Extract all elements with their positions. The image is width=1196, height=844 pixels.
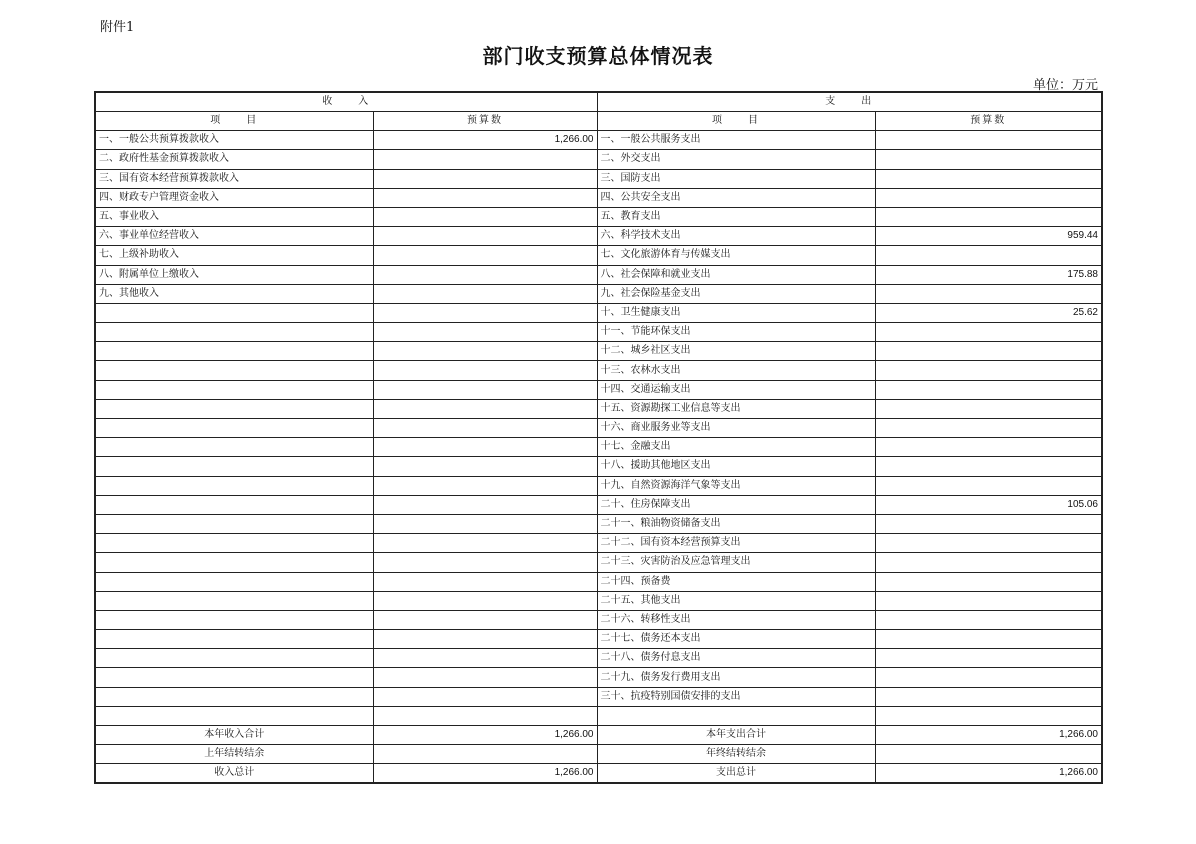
income-budget-cell (373, 323, 597, 342)
income-budget-cell (373, 399, 597, 418)
income-budget-cell (373, 649, 597, 668)
income-item-cell: 八、附属单位上缴收入 (95, 265, 373, 284)
income-budget-cell (373, 668, 597, 687)
expense-item-cell: 十二、城乡社区支出 (597, 342, 875, 361)
income-budget-cell (373, 514, 597, 533)
income-item-cell (95, 361, 373, 380)
expense-item-cell: 七、文化旅游体育与传媒支出 (597, 246, 875, 265)
summary-row (95, 764, 1102, 784)
expense-item-cell: 二十四、预备费 (597, 572, 875, 591)
income-item-cell (95, 399, 373, 418)
expense-item-cell: 八、社会保障和就业支出 (597, 265, 875, 284)
table-row (95, 380, 1102, 399)
expense-budget-cell (875, 706, 1102, 725)
income-item-cell (95, 514, 373, 533)
table-row (95, 207, 1102, 226)
summary-income-label: 本年收入合计 (95, 726, 373, 745)
expense-budget-cell (875, 572, 1102, 591)
income-budget-cell (373, 630, 597, 649)
income-item-cell (95, 342, 373, 361)
income-item-cell: 七、上级补助收入 (95, 246, 373, 265)
expense-item-cell: 十、卫生健康支出 (597, 303, 875, 322)
table-row (95, 361, 1102, 380)
table-row (95, 169, 1102, 188)
summary-expense-label: 本年支出合计 (597, 726, 875, 745)
summary-expense-label: 支出总计 (597, 764, 875, 784)
table-row (95, 399, 1102, 418)
income-item-cell (95, 610, 373, 629)
page-title: 部门收支预算总体情况表 (482, 44, 714, 68)
expense-item-cell: 三十、抗疫特别国债安排的支出 (597, 687, 875, 706)
income-budget-cell (373, 534, 597, 553)
table-row (95, 457, 1102, 476)
expense-item-cell: 二十、住房保障支出 (597, 495, 875, 514)
income-budget-cell: 1,266.00 (373, 131, 597, 150)
income-item-cell (95, 476, 373, 495)
income-item-cell (95, 630, 373, 649)
income-item-cell (95, 323, 373, 342)
expense-budget-cell (875, 649, 1102, 668)
income-budget-cell (373, 246, 597, 265)
attachment-label: 附件1 (100, 20, 135, 35)
expense-budget-cell (875, 323, 1102, 342)
income-budget-cell (373, 476, 597, 495)
summary-income-label: 收入总计 (95, 764, 373, 784)
expense-item-cell: 二、外交支出 (597, 150, 875, 169)
table-row (95, 668, 1102, 687)
income-item-cell: 四、财政专户管理资金收入 (95, 188, 373, 207)
table-row (95, 150, 1102, 169)
table-row (95, 419, 1102, 438)
expense-budget-cell (875, 457, 1102, 476)
expense-budget-cell (875, 246, 1102, 265)
expense-item-cell: 十八、援助其他地区支出 (597, 457, 875, 476)
expense-item-cell: 九、社会保险基金支出 (597, 284, 875, 303)
expense-item-cell: 二十八、债务付息支出 (597, 649, 875, 668)
income-budget-cell (373, 687, 597, 706)
table-row (95, 553, 1102, 572)
income-budget-cell (373, 207, 597, 226)
income-item-cell: 二、政府性基金预算拨款收入 (95, 150, 373, 169)
table-row (95, 476, 1102, 495)
income-budget-cell (373, 610, 597, 629)
table-row (95, 246, 1102, 265)
summary-expense-label: 年终结转结余 (597, 745, 875, 764)
expense-budget-cell (875, 188, 1102, 207)
expense-budget-cell (875, 380, 1102, 399)
expense-budget-cell (875, 476, 1102, 495)
income-item-header: 项 目 (95, 112, 373, 131)
income-budget-cell (373, 419, 597, 438)
table-row (95, 303, 1102, 322)
expense-item-cell: 一、一般公共服务支出 (597, 131, 875, 150)
expense-budget-cell (875, 342, 1102, 361)
income-budget-cell (373, 150, 597, 169)
summary-income-label: 上年结转结余 (95, 745, 373, 764)
income-budget-cell (373, 457, 597, 476)
income-item-cell: 一、一般公共预算拨款收入 (95, 131, 373, 150)
income-budget-cell (373, 265, 597, 284)
expense-item-cell: 十一、节能环保支出 (597, 323, 875, 342)
income-item-cell (95, 419, 373, 438)
expense-budget-cell (875, 687, 1102, 706)
income-budget-cell (373, 303, 597, 322)
unit-label: 单位：万元 (1032, 78, 1098, 93)
expense-item-cell: 十七、金融支出 (597, 438, 875, 457)
expense-item-cell: 二十三、灾害防治及应急管理支出 (597, 553, 875, 572)
table-row (95, 591, 1102, 610)
table-row (95, 630, 1102, 649)
table-row (95, 534, 1102, 553)
expense-item-cell: 四、公共安全支出 (597, 188, 875, 207)
income-item-cell (95, 495, 373, 514)
expense-budget-cell (875, 169, 1102, 188)
expense-item-cell: 二十九、债务发行费用支出 (597, 668, 875, 687)
table-row (95, 227, 1102, 246)
table-row (95, 284, 1102, 303)
income-item-cell (95, 687, 373, 706)
expense-budget-cell (875, 534, 1102, 553)
table-row (95, 131, 1102, 150)
summary-income-value (373, 745, 597, 764)
expense-item-cell: 二十五、其他支出 (597, 591, 875, 610)
expense-budget-cell (875, 610, 1102, 629)
table-row (95, 323, 1102, 342)
budget-table (94, 91, 1103, 784)
expense-budget-cell (875, 668, 1102, 687)
income-budget-cell (373, 438, 597, 457)
expense-budget-cell (875, 207, 1102, 226)
income-item-cell (95, 668, 373, 687)
expense-budget-cell (875, 438, 1102, 457)
expense-budget-cell (875, 399, 1102, 418)
income-item-cell (95, 706, 373, 725)
income-item-cell (95, 591, 373, 610)
expense-budget-cell (875, 591, 1102, 610)
expense-item-cell: 二十六、转移性支出 (597, 610, 875, 629)
income-item-cell (95, 380, 373, 399)
table-row (95, 572, 1102, 591)
income-item-cell (95, 572, 373, 591)
summary-income-value: 1,266.00 (373, 726, 597, 745)
income-item-cell (95, 457, 373, 476)
expense-budget-cell (875, 150, 1102, 169)
expense-item-cell: 十五、资源勘探工业信息等支出 (597, 399, 875, 418)
income-budget-cell (373, 284, 597, 303)
summary-row (95, 745, 1102, 764)
table-row (95, 495, 1102, 514)
table-row (95, 514, 1102, 533)
table-row (95, 188, 1102, 207)
expense-section-header: 支 出 (597, 92, 1102, 112)
income-item-cell (95, 534, 373, 553)
expense-item-header: 项 目 (597, 112, 875, 131)
expense-item-cell: 十九、自然资源海洋气象等支出 (597, 476, 875, 495)
expense-budget-header: 预算数 (875, 112, 1102, 131)
income-item-cell: 三、国有资本经营预算拨款收入 (95, 169, 373, 188)
expense-item-cell: 三、国防支出 (597, 169, 875, 188)
income-budget-cell (373, 553, 597, 572)
expense-budget-cell (875, 630, 1102, 649)
table-row (95, 265, 1102, 284)
income-item-cell (95, 553, 373, 572)
income-item-cell: 五、事业收入 (95, 207, 373, 226)
summary-expense-value: 1,266.00 (875, 764, 1102, 784)
table-row (95, 438, 1102, 457)
table-row (95, 687, 1102, 706)
summary-income-value: 1,266.00 (373, 764, 597, 784)
income-item-cell (95, 649, 373, 668)
expense-budget-cell: 25.62 (875, 303, 1102, 322)
income-budget-cell (373, 495, 597, 514)
expense-item-cell: 五、教育支出 (597, 207, 875, 226)
income-budget-cell (373, 572, 597, 591)
expense-item-cell: 六、科学技术支出 (597, 227, 875, 246)
table-row (95, 649, 1102, 668)
income-item-cell: 九、其他收入 (95, 284, 373, 303)
expense-budget-cell (875, 514, 1102, 533)
expense-item-cell: 十六、商业服务业等支出 (597, 419, 875, 438)
income-budget-header: 预算数 (373, 112, 597, 131)
expense-item-cell: 十三、农林水支出 (597, 361, 875, 380)
expense-budget-cell (875, 131, 1102, 150)
income-budget-cell (373, 169, 597, 188)
expense-item-cell: 十四、交通运输支出 (597, 380, 875, 399)
expense-budget-cell: 959.44 (875, 227, 1102, 246)
income-item-cell: 六、事业单位经营收入 (95, 227, 373, 246)
income-budget-cell (373, 227, 597, 246)
column-header-row (95, 112, 1102, 131)
summary-row (95, 726, 1102, 745)
income-budget-cell (373, 361, 597, 380)
income-item-cell (95, 438, 373, 457)
summary-expense-value: 1,266.00 (875, 726, 1102, 745)
expense-budget-cell (875, 419, 1102, 438)
expense-budget-cell: 105.06 (875, 495, 1102, 514)
expense-item-cell: 二十二、国有资本经营预算支出 (597, 534, 875, 553)
table-row (95, 342, 1102, 361)
expense-item-cell: 二十七、债务还本支出 (597, 630, 875, 649)
section-header-row (95, 92, 1102, 112)
expense-budget-cell (875, 284, 1102, 303)
income-budget-cell (373, 188, 597, 207)
income-section-header: 收 入 (95, 92, 597, 112)
income-budget-cell (373, 706, 597, 725)
summary-expense-value (875, 745, 1102, 764)
income-budget-cell (373, 380, 597, 399)
table-summary (95, 726, 1102, 784)
expense-budget-cell (875, 361, 1102, 380)
expense-item-cell: 二十一、粮油物资储备支出 (597, 514, 875, 533)
expense-budget-cell (875, 553, 1102, 572)
table-body (95, 131, 1102, 726)
income-budget-cell (373, 591, 597, 610)
expense-item-cell (597, 706, 875, 725)
income-budget-cell (373, 342, 597, 361)
table-row (95, 706, 1102, 725)
income-item-cell (95, 303, 373, 322)
table-row (95, 610, 1102, 629)
expense-budget-cell: 175.88 (875, 265, 1102, 284)
